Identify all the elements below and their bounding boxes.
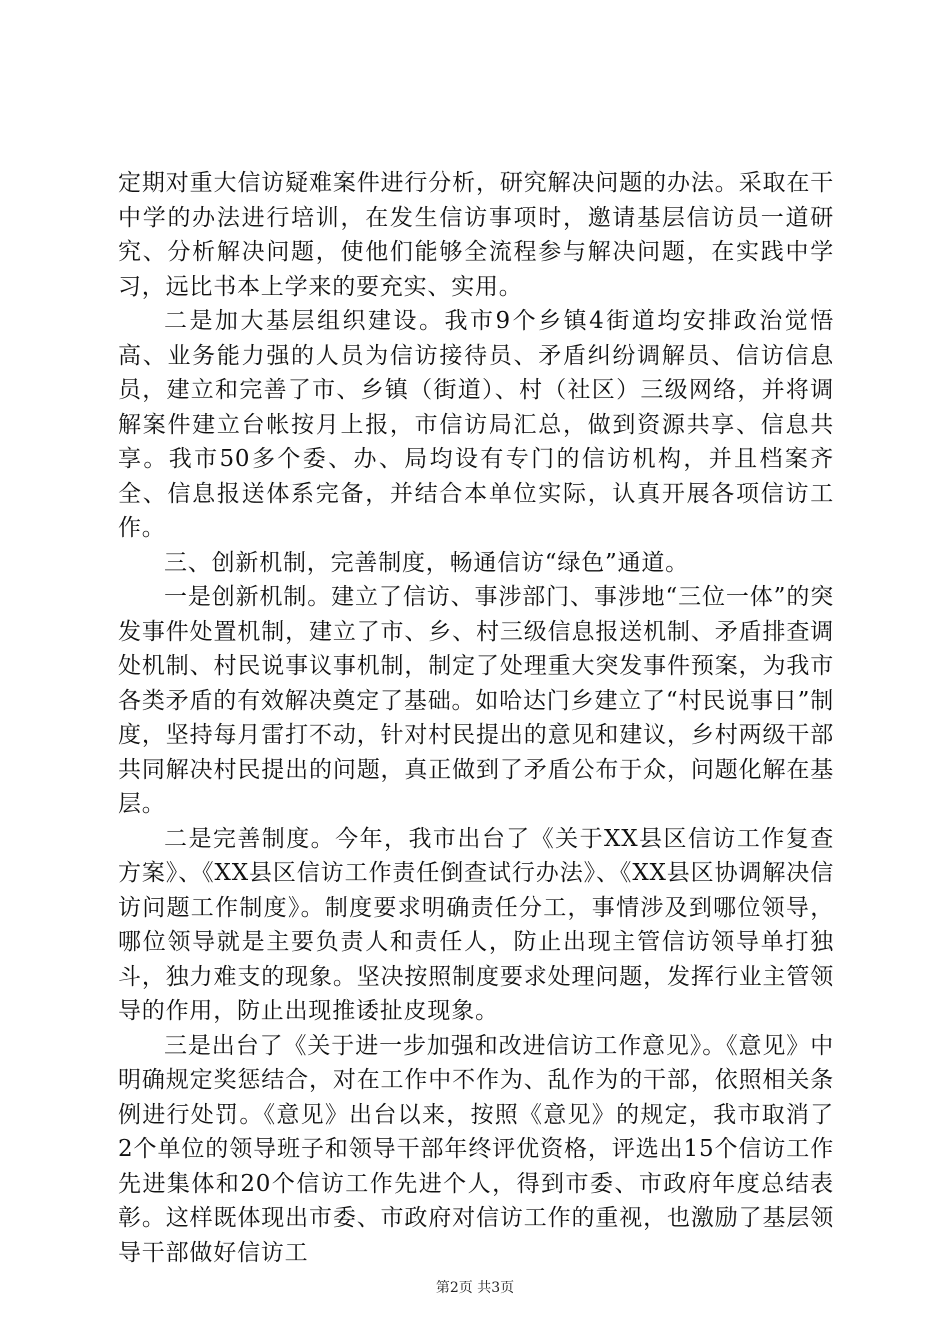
page-number-label: 第2页 共3页 (435, 1280, 515, 1296)
paragraph-opinions-issued: 三是出台了《关于进一步加强和改进信访工作意见》。《意见》中明确规定奖惩结合，对在工作中不作为、乱作为的干部，依照相关条例进行处罚。《意见》出台以来，按照《意见》的规定，我市取消了2个单位的领导班子和领导干部年终评优资格，评选出15个信访工作先进集体和20个信访工作先进个人，得到市委、市政府年度总结表彰。这样既体现出市委、市政府对信访工作的重视，也激励了基层领导干部做好信访工 (118, 1032, 834, 1266)
section-heading-innovation: 三、创新机制，完善制度，畅通信访“绿色”通道。 (164, 549, 689, 576)
paragraph-improve-system: 二是完善制度。今年，我市出台了《关于XX县区信访工作复查方案》、《XX县区信访工作责任倒查试行办法》、《XX县区协调解决信访问题工作制度》。制度要求明确责任分工，事情涉及到哪位领导，哪位领导就是主要负责人和责任人，防止出现主管信访领导单打独斗，独力难支的现象。坚决按照制度要求处理问题，发挥行业主管领导的作用，防止出现推诿扯皮现象。 (118, 825, 834, 1024)
paragraph-grassroots-organization: 二是加大基层组织建设。我市9个乡镇4街道均安排政治觉悟高、业务能力强的人员为信访接待员、矛盾纠纷调解员、信访信息员，建立和完善了市、乡镇（街道）、村（社区）三级网络，并将调解案件建立台帐按月上报，市信访局汇总，做到资源共享、信息共享。我市50多个委、办、局均设有专门的信访机构，并且档案齐全、信息报送体系完备，并结合本单位实际，认真开展各项信访工作。 (118, 308, 834, 541)
page-footer (0, 1279, 950, 1297)
document-body (118, 166, 834, 1270)
paragraph-continuation: 定期对重大信访疑难案件进行分析，研究解决问题的办法。采取在干中学的办法进行培训，在发生信访事项时，邀请基层信访员一道研究、分析解决问题，使他们能够全流程参与解决问题，在实践中学习，远比书本上学来的要充实、实用。 (118, 170, 834, 300)
paragraph-innovation-mechanism: 一是创新机制。建立了信访、事涉部门、事涉地“三位一体”的突发事件处置机制，建立了市、乡、村三级信息报送机制、矛盾排查调处机制、村民说事议事机制，制定了处理重大突发事件预案，为我市各类矛盾的有效解决奠定了基础。如哈达门乡建立了“村民说事日”制度，坚持每月雷打不动，针对村民提出的意见和建议，乡村两级干部共同解决村民提出的问题，真正做到了矛盾公布于众，问题化解在基层。 (118, 584, 834, 817)
